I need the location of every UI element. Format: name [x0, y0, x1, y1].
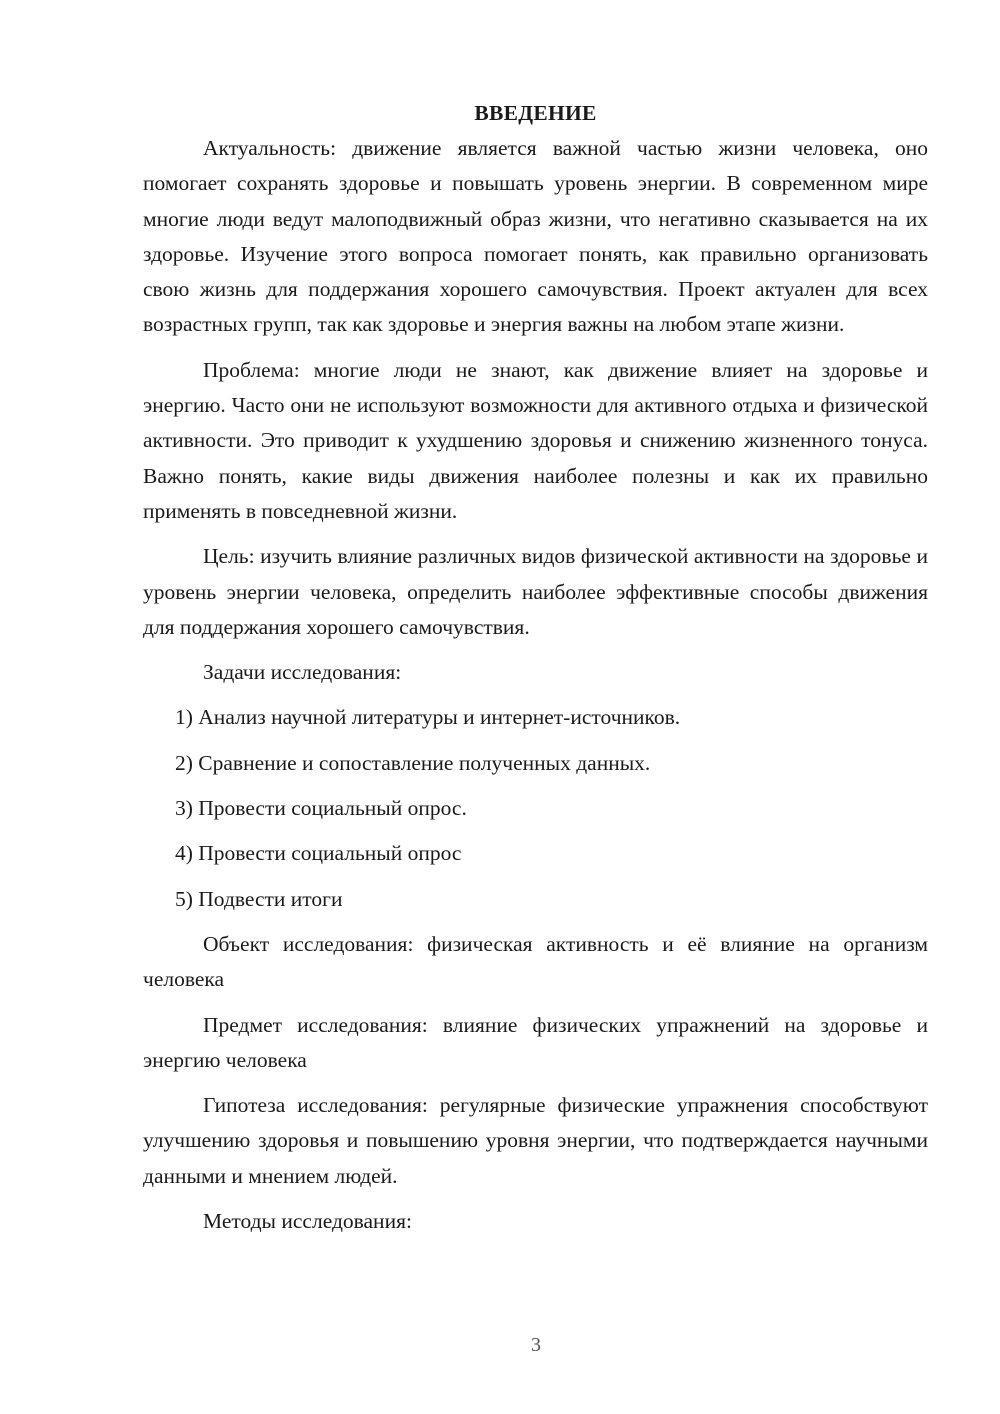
list-item: 2) Сравнение и сопоставление полученных данных.: [175, 750, 651, 775]
problem-paragraph: Проблема: многие люди не знают, как движение влияет на здоровье и энергию. Часто они не используют возможности для активного отдыха и физической активности. Это приводит к ухудшению здоровья и снижению жизненного тонуса. Важно понять, какие виды движения наиболее полезны и как их правильно применять в повседневной жизни.: [143, 357, 928, 523]
goal-paragraph: Цель: изучить влияние различных видов физической активности на здоровье и уровень энергии человека, определить наиболее эффективные способы движения для поддержания хорошего самочувствия.: [143, 544, 928, 639]
tasks-list: [143, 700, 928, 916]
page-content: [143, 96, 928, 1249]
tasks-heading: Задачи исследования:: [203, 660, 402, 685]
section-title: ВВЕДЕНИЕ: [474, 101, 597, 125]
hypothesis-paragraph: Гипотеза исследования: регулярные физические упражнения способствуют улучшению здоровья и повышению уровня энергии, что подтверждается научными данными и мнением людей.: [143, 1093, 928, 1188]
page-number: 3: [531, 1334, 541, 1356]
list-item: 1) Анализ научной литературы и интернет-источников.: [175, 705, 681, 730]
list-item: 5) Подвести итоги: [175, 886, 343, 911]
list-item: 3) Провести социальный опрос.: [175, 796, 467, 821]
subject-paragraph: Предмет исследования: влияние физических упражнений на здоровье и энергию человека: [143, 1012, 928, 1072]
methods-heading: Методы исследования:: [203, 1209, 412, 1234]
object-paragraph: Объект исследования: физическая активность и её влияние на организм человека: [143, 931, 928, 992]
relevance-paragraph: Актуальность: движение является важной частью жизни человека, оно помогает сохранять здоровье и повышать уровень энергии. В современном мире многие люди ведут малоподвижный образ жизни, что негативно сказывается на их здоровье. Изучение этого вопроса помогает понять, как правильно организовать свою жизнь для поддержания хорошего самочувствия. Проект актуален для всех возрастных групп, так как здоровье и энергия важны на любом этапе жизни.: [143, 136, 928, 337]
list-item: 4) Провести социальный опрос: [175, 841, 462, 866]
